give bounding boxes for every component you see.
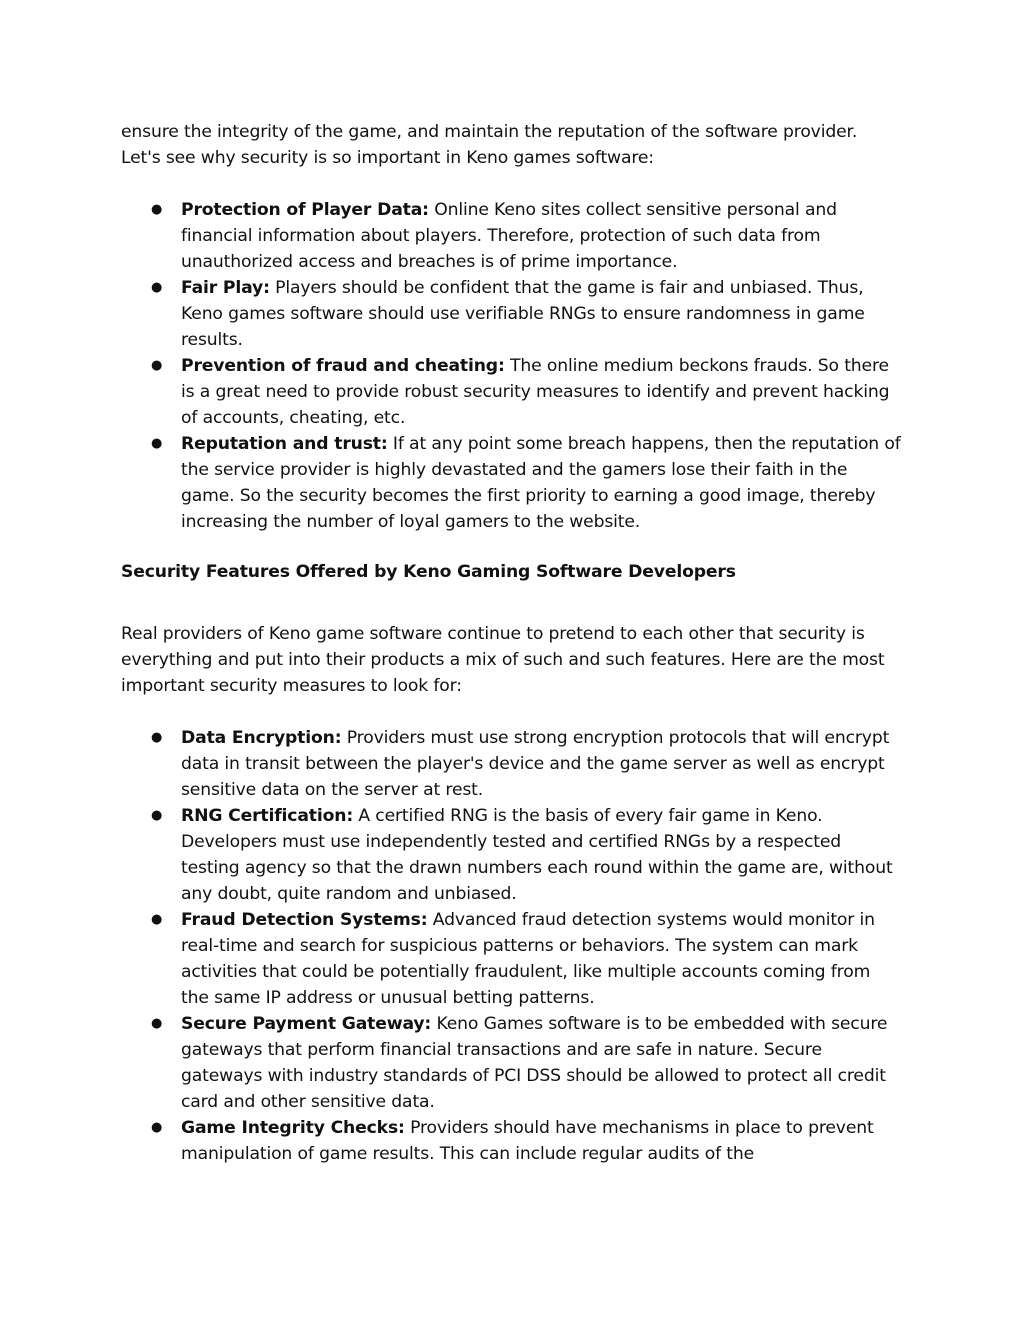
list-item [121, 353, 901, 431]
list-item [121, 197, 901, 275]
list-item-term: Fraud Detection Systems: [181, 910, 428, 930]
list-item-text: Providers should have mechanisms in place to prevent manipulation of game results. This can include regular audits of the [181, 1118, 874, 1164]
document-body [121, 119, 901, 1167]
bullet-icon: ● [151, 808, 163, 823]
list-item-term: Data Encryption: [181, 728, 342, 748]
list-item-text: Keno Games software is to be embedded with secure gateways that perform financial transactions and are safe in nature. Secure gateways with industry standards of PCI DSS should be allowed to protect all credit card and other sensitive data. [181, 1014, 888, 1112]
list-item-text: The online medium beckons frauds. So there is a great need to provide robust security measures to identify and prevent hacking of accounts, cheating, etc. [181, 356, 890, 428]
bullet-icon: ● [151, 358, 163, 373]
intro-paragraph: ensure the integrity of the game, and maintain the reputation of the software provider. Let's see why security is so important in Keno games software: [121, 122, 858, 168]
list-item [121, 907, 901, 1011]
bullet-icon: ● [151, 202, 163, 217]
list-item-text: A certified RNG is the basis of every fair game in Keno. Developers must use independently tested and certified RNGs by a respected testing agency so that the drawn numbers each round within the game are, without any doubt, quite random and unbiased. [181, 806, 893, 904]
list-item-term: Fair Play: [181, 278, 270, 298]
bullet-icon: ● [151, 1016, 163, 1031]
list-item [121, 275, 901, 353]
list-item-term: Game Integrity Checks: [181, 1118, 405, 1138]
bullet-icon: ● [151, 730, 163, 745]
bullet-icon: ● [151, 436, 163, 451]
list-item-term: Protection of Player Data: [181, 200, 429, 220]
list-item-text: If at any point some breach happens, then the reputation of the service provider is highly devastated and the gamers lose their faith in the game. So the security becomes the first priority to earning a good image, thereby increasing the number of loyal gamers to the website. [181, 434, 901, 532]
list-item [121, 431, 901, 535]
list-item [121, 725, 901, 803]
bullet-icon: ● [151, 280, 163, 295]
list-item-text: Providers must use strong encryption protocols that will encrypt data in transit between the player's device and the game server as well as encrypt sensitive data on the server at rest. [181, 728, 890, 800]
list-item-term: RNG Certification: [181, 806, 354, 826]
list-item [121, 1011, 901, 1115]
bullet-icon: ● [151, 1120, 163, 1135]
section-heading: Security Features Offered by Keno Gaming Software Developers [121, 562, 736, 582]
list-item [121, 1115, 901, 1167]
importance-list [121, 197, 901, 535]
bullet-icon: ● [151, 912, 163, 927]
list-item-term: Prevention of fraud and cheating: [181, 356, 505, 376]
features-intro-paragraph: Real providers of Keno game software continue to pretend to each other that security is everything and put into their products a mix of such and such features. Here are the most important security measures to look for: [121, 624, 885, 696]
list-item-term: Secure Payment Gateway: [181, 1014, 432, 1034]
list-item-term: Reputation and trust: [181, 434, 388, 454]
list-item-text: Online Keno sites collect sensitive personal and financial information about players. Therefore, protection of such data from unauthorized access and breaches is of prime importance. [181, 200, 837, 272]
list-item [121, 803, 901, 907]
features-list [121, 725, 901, 1167]
list-item-text: Advanced fraud detection systems would monitor in real-time and search for suspicious patterns or behaviors. The system can mark activities that could be potentially fraudulent, like multiple accounts coming from the same IP address or unusual betting patterns. [181, 910, 875, 1008]
list-item-text: Players should be confident that the game is fair and unbiased. Thus, Keno games software should use verifiable RNGs to ensure randomness in game results. [181, 278, 865, 350]
